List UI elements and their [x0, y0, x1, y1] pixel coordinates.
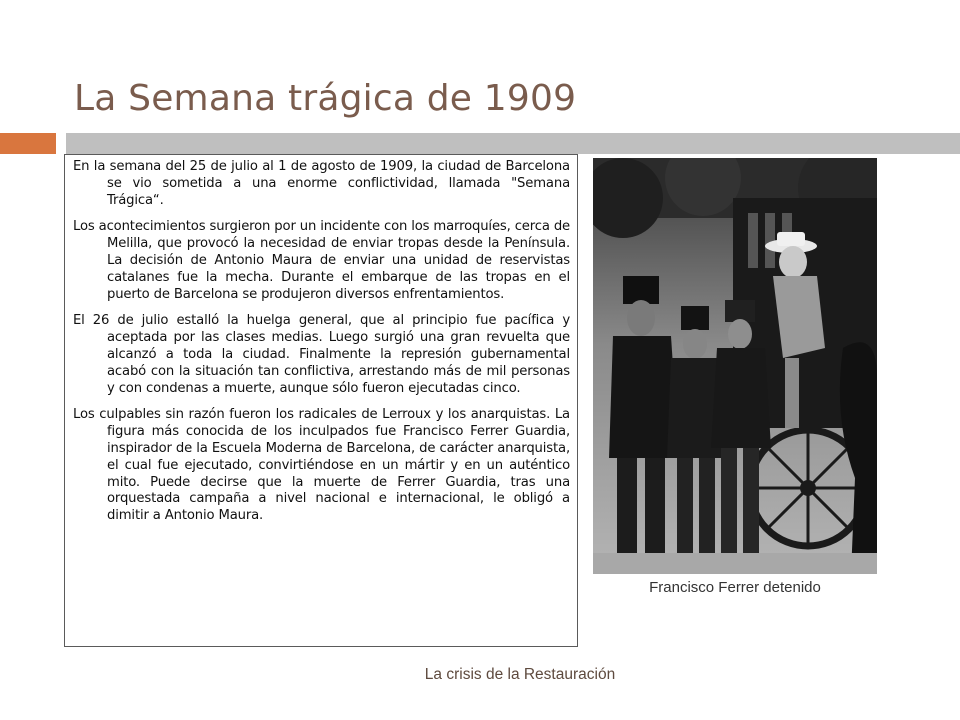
ferrer-arrest-photo — [593, 158, 877, 574]
slide-title: La Semana trágica de 1909 — [74, 78, 577, 119]
paragraph-huelga-general: El 26 de julio estalló la huelga general, que al principio fue pacífica y aceptada por las clases medias. Luego surgió una gran revuelta que alcanzó a toda la ciudad. Finalmente la represión gubernamental acabó con la situación tan conflictiva, arrestando más de mil personas y con condenas a muerte, aunque sólo fueron ejecutadas cinco. — [73, 313, 570, 396]
photo-caption: Francisco Ferrer detenido — [649, 579, 821, 596]
title-rule-bar — [66, 133, 960, 154]
paragraph-culpables: Los culpables sin razón fueron los radicales de Lerroux y los anarquistas. La figura más conocida de los inculpados fue Francisco Ferrer Guardia, inspirador de la Escuela Moderna de Barcelona, de carácter anarquista, el cual fue ejecutado, convirtiéndose en un mártir y en un auténtico mito. Puede decirse que la muerte de Ferrer Guardia, tras una orquestada campaña a nivel nacional e internacional, le obligó a dimitir a Antonio Maura. — [73, 407, 570, 524]
title-accent-bar — [0, 133, 56, 154]
paragraph-semana-tragica: En la semana del 25 de julio al 1 de agosto de 1909, la ciudad de Barcelona se vio sometida a una enorme conflictividad, llamada "Semana Trágica“. — [73, 159, 570, 208]
slide-footer: La crisis de la Restauración — [424, 666, 616, 683]
paragraph-acontecimientos: Los acontecimientos surgieron por un incidente con los marroquíes, cerca de Melilla, que provocó la necesidad de enviar tropas desde la Península. La decisión de Antonio Maura de enviar una unidad de reservistas catalanes fue la mecha. Durante el embarque de las tropas en el puerto de Barcelona se produjeron diversos enfrentamientos. — [73, 219, 571, 302]
body-text-box — [64, 154, 578, 647]
